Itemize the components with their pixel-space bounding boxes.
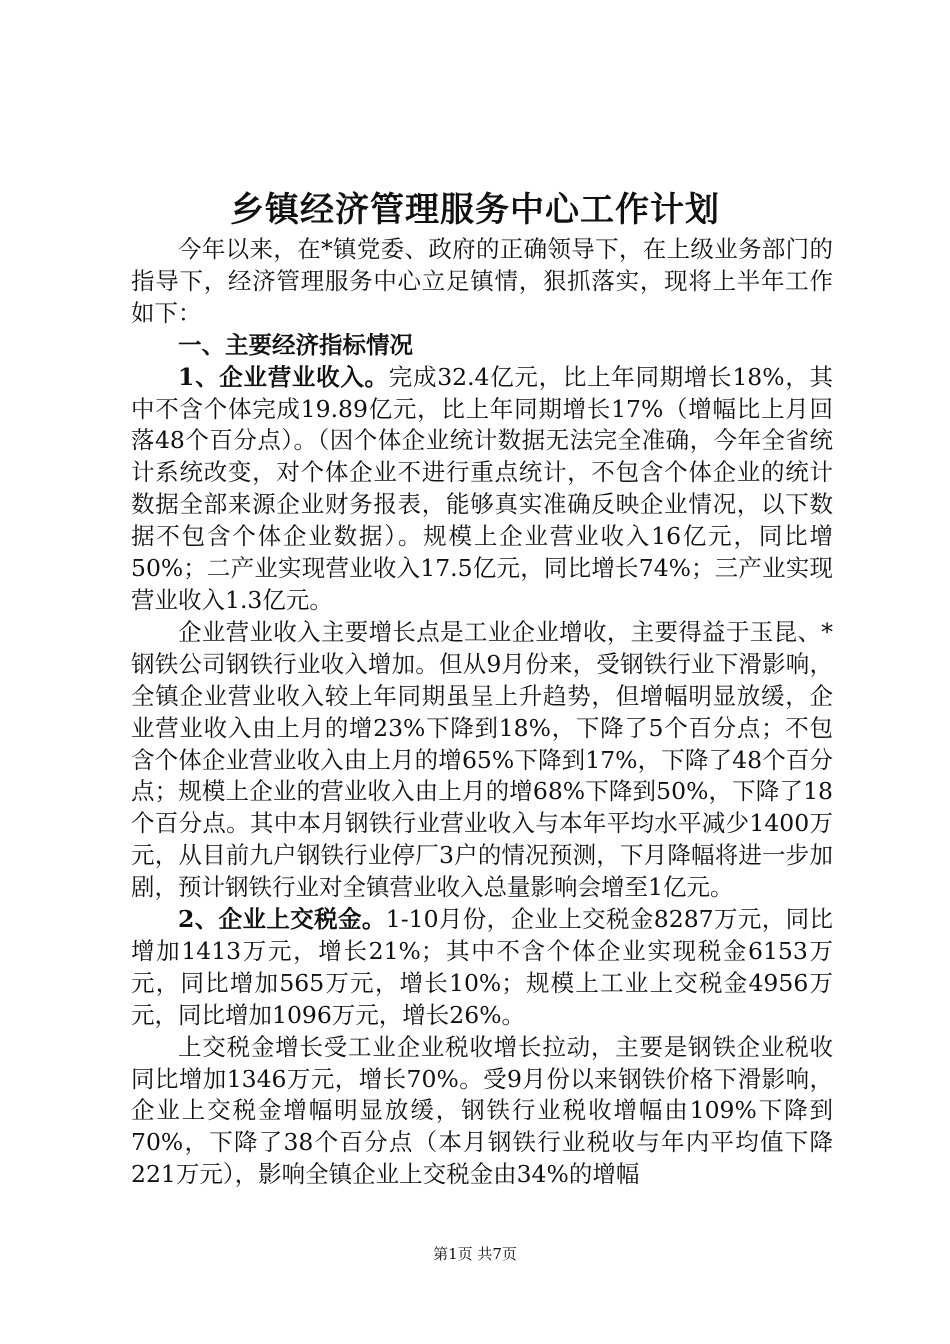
item1-text: 完成32.4亿元，比上年同期增长18%，其中不含个体完成19.89亿元，比上年同期增长17%（增幅比上月回落48个百分点）。（因个体企业统计数据无法完全准确，今年全省统计系统改变，对个体企业不进行重点统计，不包含个体企业的统计数据全部来源企业财务报表，能够真实准确反映企业情况，以下数据不包含个体企业数据）。规模上企业营业收入16亿元，同比增50%；二产业实现营业收入17.5亿元，同比增长74%；三产业实现营业收入1.3亿元。 — [131, 362, 833, 614]
item1-lead: 1、企业营业收入。 — [178, 362, 389, 391]
document-title: 乡镇经济管理服务中心工作计划 — [230, 190, 720, 230]
item2-lead: 2、企业上交税金。 — [178, 905, 386, 934]
item2-paragraph — [131, 904, 833, 1032]
document-body — [131, 234, 833, 1191]
intro-paragraph: 今年以来，在*镇党委、政府的正确领导下，在上级业务部门的指导下，经济管理服务中心立足镇情，狠抓落实，现将上半年工作如下： — [131, 235, 833, 327]
section-heading: 一、主要经济指标情况 — [178, 330, 413, 359]
item1-analysis-paragraph: 企业营业收入主要增长点是工业企业增收，主要得益于玉昆、*钢铁公司钢铁行业收入增加。但从9月份来，受钢铁行业下滑影响，全镇企业营业收入较上年同期虽呈上升趋势，但增幅明显放缓，企业营业收入由上月的增23%下降到18%，下降了5个百分点；不包含个体企业营业收入由上月的增65%下降到17%，下降了48个百分点；规模上企业的营业收入由上月的增68%下降到50%，下降了18个百分点。其中本月钢铁行业营业收入与本年平均水平减少1400万元，从目前九户钢铁行业停厂3户的情况预测，下月降幅将进一步加剧，预计钢铁行业对全镇营业收入总量影响会增至1亿元。 — [131, 617, 833, 902]
item2-analysis-paragraph: 上交税金增长受工业企业税收增长拉动，主要是钢铁企业税收同比增加1346万元，增长70%。受9月份以来钢铁价格下滑影响，企业上交税金增幅明显放缓，钢铁行业税收增幅由109%下降到70%，下降了38个百分点（本月钢铁行业税收与年内平均值下降221万元），影响全镇企业上交税金由34%的增幅 — [131, 1032, 833, 1189]
page-footer: 第1页 共7页 — [433, 1245, 517, 1263]
item1-paragraph — [131, 362, 833, 617]
item2-text: 1-10月份，企业上交税金8287万元，同比增加1413万元，增长21%；其中不含个体企业实现税金6153万元，同比增加565万元，增长10%；规模上工业上交税金4956万元，同比增加1096万元，增长26%。 — [131, 905, 833, 1029]
